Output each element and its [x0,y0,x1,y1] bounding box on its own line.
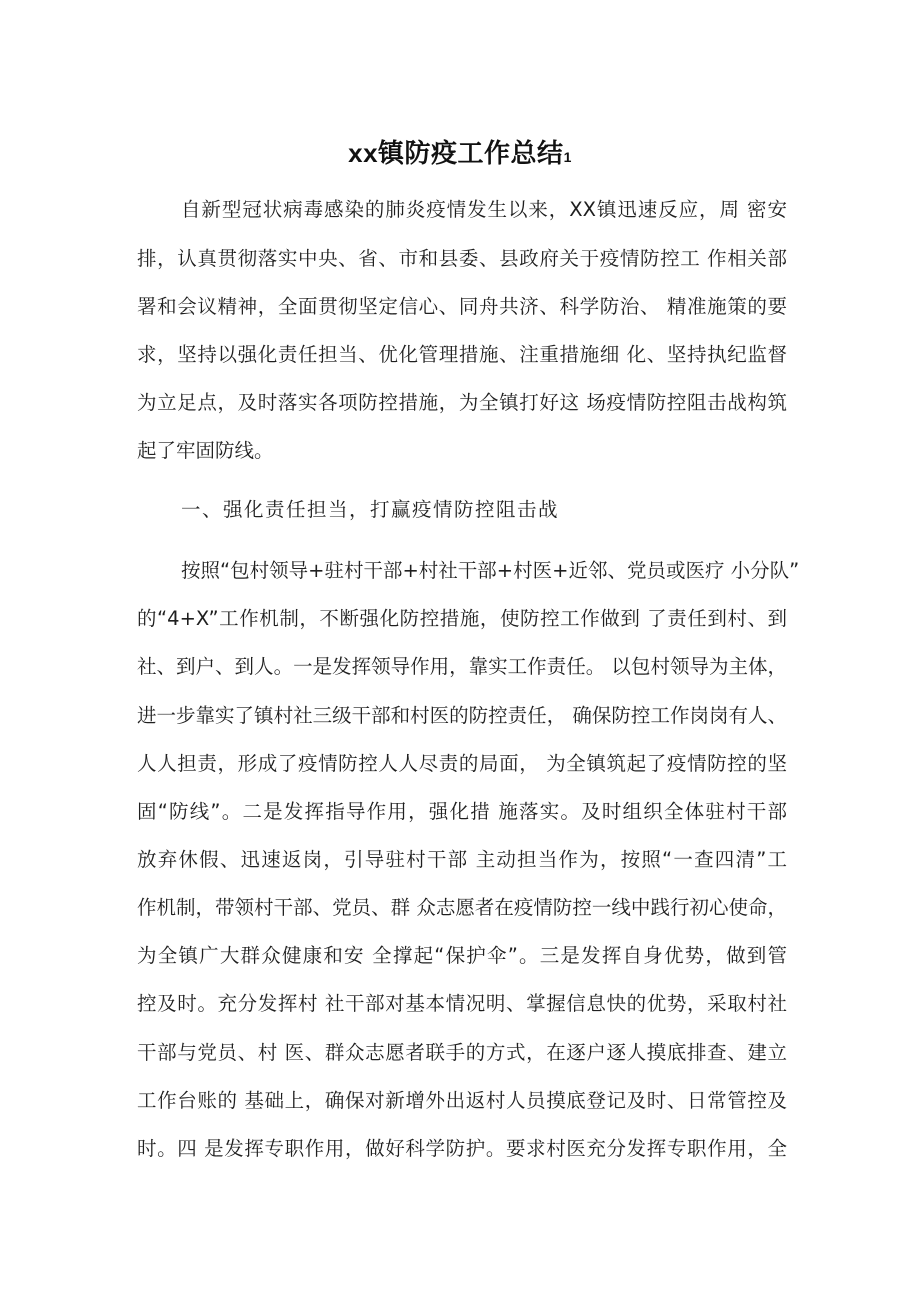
section-heading-1: 一、强化责任担当，打赢疫情防控阻击战 [181,498,560,521]
paragraph-2-line-4: 进一步靠实了镇村社三级干部和村医的防控责任， 确保防控工作岗岗有人、 [137,704,787,727]
paragraph-2-line-10: 控及时。充分发挥村 社干部对基本情况明、掌握信息快的优势，采取村社 [137,992,787,1015]
paragraph-1-line-2: 排，认真贯彻落实中央、省、市和县委、县政府关于疫情防控工 作相关部 [137,247,787,270]
paragraph-1-line-1: 自新型冠状病毒感染的肺炎疫情发生以来，XX镇迅速反应，周 密安 [181,198,787,221]
paragraph-2-line-6: 固“防线”。二是发挥指导作用，强化措 施落实。及时组织全体驻村干部 [137,800,787,823]
paragraph-1-line-5: 为立足点，及时落实各项防控措施，为全镇打好这 场疫情防控阻击战构筑 [137,391,787,414]
paragraph-2-line-13: 时。四 是发挥专职作用，做好科学防护。要求村医充分发挥专职作用，全 [137,1137,787,1160]
paragraph-2-line-5: 人人担责，形成了疫情防控人人尽责的局面， 为全镇筑起了疫情防控的坚 [137,752,787,775]
paragraph-1-line-3: 署和会议精神，全面贯彻坚定信心、同舟共济、科学防治、 精准施策的要 [137,295,787,318]
paragraph-2-line-12: 工作台账的 基础上，确保对新增外出返村人员摸底登记及时、日常管控及 [137,1089,787,1112]
paragraph-2-line-1: 按照“包村领导+驻村干部+村社干部+村医+近邻、党员或医疗 小分队” [181,559,800,582]
paragraph-2-line-11: 干部与党员、村 医、群众志愿者联手的方式，在逐户逐人摸底排查、建立 [137,1041,787,1064]
paragraph-2-line-9: 为全镇广大群众健康和安 全撑起“保护伞”。三是发挥自身优势，做到管 [137,944,787,967]
paragraph-1-line-4: 求，坚持以强化责任担当、优化管理措施、注重措施细 化、坚持执纪监督 [137,343,787,366]
document-title [0,136,920,174]
paragraph-2-line-8: 作机制，带领村干部、党员、群 众志愿者在疫情防控一线中践行初心使命， [137,896,787,919]
paragraph-2-line-3: 社、到户、到人。一是发挥领导作用，靠实工作责任。 以包村领导为主体， [137,655,787,678]
paragraph-1-line-6: 起了牢固防线。 [137,439,274,462]
paragraph-2-line-2: 的“4+X”工作机制，不断强化防控措施，使防控工作做到 了责任到村、到 [137,607,787,630]
title-text: xx镇防疫工作总结 [348,138,564,168]
paragraph-2-line-7: 放弃休假、迅速返岗，引导驻村干部 主动担当作为，按照“一查四清”工 [137,848,787,871]
title-footnote-marker: 1 [563,149,572,165]
